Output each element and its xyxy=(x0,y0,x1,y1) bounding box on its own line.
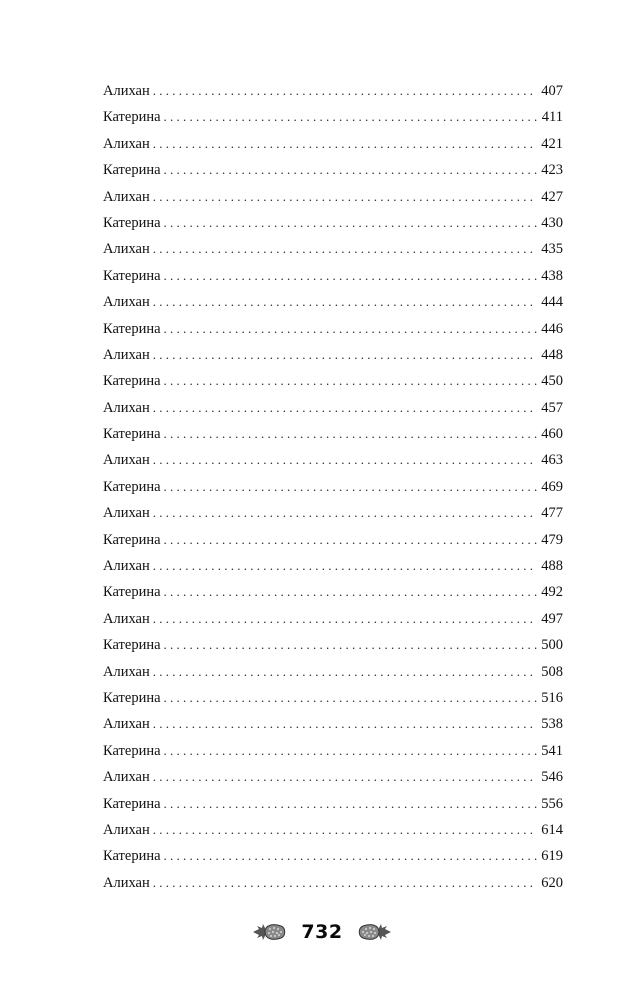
toc-entry xyxy=(103,316,563,342)
toc-entry-page: 463 xyxy=(541,452,563,469)
toc-entry-title: Алихан xyxy=(103,769,150,786)
dot-leader xyxy=(153,764,538,790)
toc-entry-title: Алихан xyxy=(103,610,150,627)
strawberry-icon xyxy=(251,921,287,943)
dot-leader xyxy=(153,870,538,896)
toc-entry-page: 508 xyxy=(541,663,563,680)
toc-entry-title: Катерина xyxy=(103,214,161,231)
toc-entry-page: 427 xyxy=(541,188,563,205)
toc-entry xyxy=(103,474,563,500)
toc-entry xyxy=(103,210,563,236)
dot-leader xyxy=(153,553,538,579)
toc-entry-page: 477 xyxy=(541,505,563,522)
dot-leader xyxy=(153,289,538,315)
toc-entry-page: 457 xyxy=(541,399,563,416)
toc-entry-page: 430 xyxy=(541,214,563,231)
dot-leader xyxy=(153,447,538,473)
toc-entry-page: 546 xyxy=(541,769,563,786)
toc-entry-page: 500 xyxy=(541,637,563,654)
toc-entry-title: Катерина xyxy=(103,637,161,654)
toc-entry-page: 556 xyxy=(541,795,563,812)
toc-entry xyxy=(103,395,563,421)
dot-leader xyxy=(164,263,538,289)
toc-entry-page: 444 xyxy=(541,294,563,311)
toc-entry-title: Алихан xyxy=(103,716,150,733)
toc-entry xyxy=(103,289,563,315)
toc-entry-title: Катерина xyxy=(103,478,161,495)
toc-entry-page: 435 xyxy=(541,241,563,258)
dot-leader xyxy=(164,368,538,394)
toc-entry-page: 423 xyxy=(541,162,563,179)
toc-entry xyxy=(103,447,563,473)
dot-leader xyxy=(164,210,538,236)
toc-entry-page: 619 xyxy=(541,848,563,865)
toc-entry-title: Алихан xyxy=(103,135,150,152)
dot-leader xyxy=(164,843,538,869)
dot-leader xyxy=(153,659,538,685)
dot-leader xyxy=(153,606,538,632)
toc-entry-title: Катерина xyxy=(103,267,161,284)
toc-entry-title: Алихан xyxy=(103,294,150,311)
dot-leader xyxy=(164,157,538,183)
toc-entry-title: Катерина xyxy=(103,689,161,706)
toc-entry-page: 438 xyxy=(541,267,563,284)
dot-leader xyxy=(164,791,538,817)
toc-entry xyxy=(103,553,563,579)
toc-entry-title: Катерина xyxy=(103,109,161,126)
toc-entry xyxy=(103,764,563,790)
dot-leader xyxy=(164,685,538,711)
toc-entry-title: Катерина xyxy=(103,742,161,759)
table-of-contents xyxy=(103,78,563,896)
toc-entry-page: 469 xyxy=(541,478,563,495)
dot-leader xyxy=(164,316,538,342)
toc-entry-title: Алихан xyxy=(103,83,150,99)
toc-entry xyxy=(103,368,563,394)
toc-entry xyxy=(103,157,563,183)
toc-entry xyxy=(103,632,563,658)
toc-entry xyxy=(103,843,563,869)
dot-leader xyxy=(153,817,538,843)
toc-entry xyxy=(103,500,563,526)
toc-entry-title: Алихан xyxy=(103,346,150,363)
page-footer xyxy=(0,915,644,949)
toc-entry xyxy=(103,263,563,289)
dot-leader xyxy=(153,395,538,421)
toc-entry-page: 450 xyxy=(541,373,563,390)
toc-entry-title: Алихан xyxy=(103,663,150,680)
dot-leader xyxy=(164,474,538,500)
toc-entry-page: 448 xyxy=(541,346,563,363)
toc-entry-page: 421 xyxy=(541,135,563,152)
toc-entry-page: 497 xyxy=(541,610,563,627)
toc-entry-title: Катерина xyxy=(103,373,161,390)
toc-entry-title: Алихан xyxy=(103,821,150,838)
dot-leader xyxy=(153,711,538,737)
toc-entry-page: 614 xyxy=(541,821,563,838)
toc-entry xyxy=(103,711,563,737)
toc-entry-title: Алихан xyxy=(103,241,150,258)
toc-entry-title: Алихан xyxy=(103,558,150,575)
dot-leader xyxy=(153,500,538,526)
dot-leader xyxy=(164,738,538,764)
toc-entry-page: 620 xyxy=(541,874,563,891)
toc-entry xyxy=(103,104,563,130)
toc-entry-page: 460 xyxy=(541,426,563,443)
toc-entry xyxy=(103,791,563,817)
toc-entry-title: Алихан xyxy=(103,452,150,469)
dot-leader xyxy=(164,421,538,447)
toc-entry xyxy=(103,606,563,632)
toc-entry xyxy=(103,870,563,896)
toc-entry-page: 479 xyxy=(541,531,563,548)
toc-entry xyxy=(103,685,563,711)
toc-entry xyxy=(103,131,563,157)
dot-leader xyxy=(153,131,538,157)
toc-entry-title: Алихан xyxy=(103,399,150,416)
toc-entry-title: Алихан xyxy=(103,188,150,205)
dot-leader xyxy=(164,579,538,605)
toc-entry-title: Катерина xyxy=(103,320,161,337)
toc-entry xyxy=(103,738,563,764)
toc-entry-title: Катерина xyxy=(103,584,161,601)
dot-leader xyxy=(164,527,538,553)
dot-leader xyxy=(164,632,538,658)
toc-entry-page: 411 xyxy=(541,109,563,126)
toc-entry xyxy=(103,342,563,368)
toc-entry-page: 541 xyxy=(541,742,563,759)
toc-entry xyxy=(103,579,563,605)
toc-entry-page: 538 xyxy=(541,716,563,733)
toc-entry-page: 407 xyxy=(541,83,563,99)
toc-entry xyxy=(103,527,563,553)
toc-entry-page: 488 xyxy=(541,558,563,575)
toc-entry-title: Катерина xyxy=(103,426,161,443)
dot-leader xyxy=(153,78,538,104)
toc-entry-title: Алихан xyxy=(103,505,150,522)
toc-entry xyxy=(103,659,563,685)
toc-entry-page: 492 xyxy=(541,584,563,601)
strawberry-icon xyxy=(357,921,393,943)
dot-leader xyxy=(164,104,538,130)
toc-entry xyxy=(103,78,563,104)
toc-entry xyxy=(103,184,563,210)
toc-entry-title: Катерина xyxy=(103,531,161,548)
toc-entry-page: 446 xyxy=(541,320,563,337)
dot-leader xyxy=(153,236,538,262)
dot-leader xyxy=(153,184,538,210)
toc-entry xyxy=(103,817,563,843)
toc-entry xyxy=(103,236,563,262)
toc-entry-title: Катерина xyxy=(103,848,161,865)
toc-entry-title: Катерина xyxy=(103,795,161,812)
toc-entry xyxy=(103,421,563,447)
page-number: 732 xyxy=(301,921,343,943)
toc-entry-title: Катерина xyxy=(103,162,161,179)
toc-entry-title: Алихан xyxy=(103,874,150,891)
dot-leader xyxy=(153,342,538,368)
toc-entry-page: 516 xyxy=(541,689,563,706)
